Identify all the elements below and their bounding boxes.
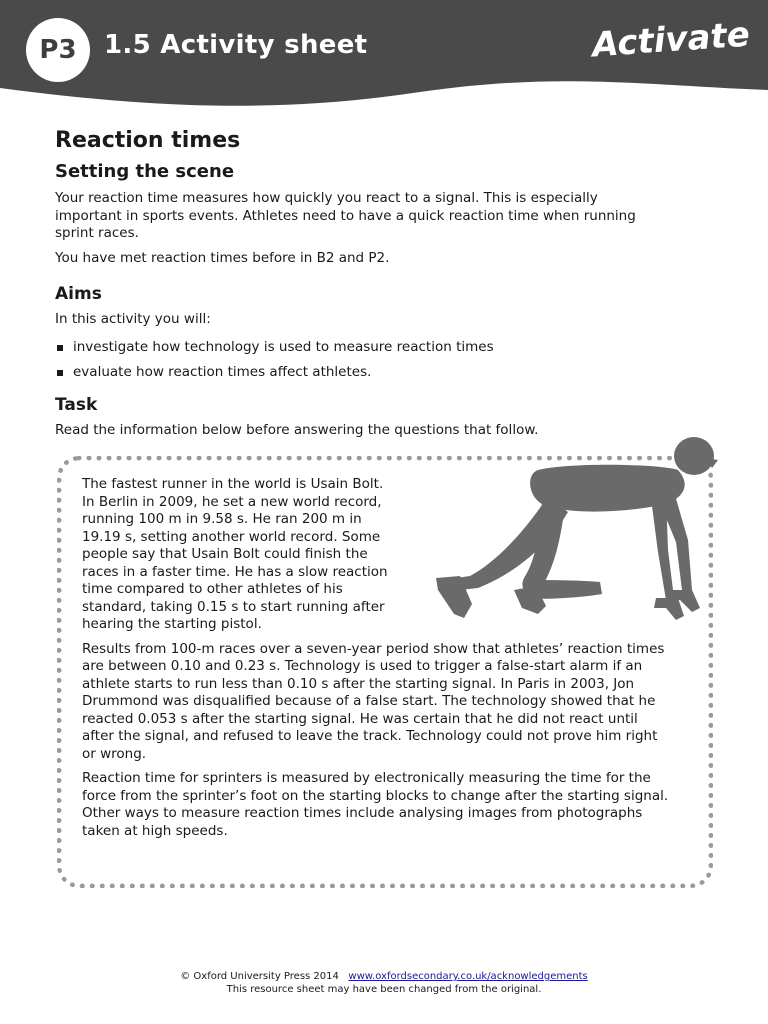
- setting-paragraph: You have met reaction times before in B2 and P2.: [55, 249, 390, 266]
- info-paragraph: Results from 100-m races over a seven-year period show that athletes’ reaction times are between 0.10 and 0.23 s. Technology is used to trigger a false-start alarm if an athlete starts to run less than 0.10 s after the starting signal. In Paris in 2003, Jon Drummond was disqualified because of a false start. The technology showed that he reacted 0.053 s after the starting signal. He was certain that he did not react until after the signal, and refused to leave the track. Technology could not prove him right or wrong.: [82, 640, 665, 762]
- aims-heading: Aims: [55, 284, 102, 304]
- task-intro: Read the information below before answering the questions that follow.: [55, 421, 539, 438]
- bullet-square-icon: [57, 370, 63, 376]
- page-title: Reaction times: [55, 128, 241, 153]
- aims-list: [55, 339, 655, 382]
- brand-logo: Activate: [591, 14, 752, 66]
- page-footer: [0, 970, 768, 996]
- page-header: [0, 0, 768, 120]
- footer-line: [0, 970, 768, 983]
- aim-text: investigate how technology is used to measure reaction times: [73, 338, 494, 355]
- unit-badge: P3: [26, 18, 90, 82]
- aims-intro: In this activity you will:: [55, 311, 211, 327]
- copyright-text: © Oxford University Press 2014: [180, 971, 339, 982]
- info-box-text: [82, 476, 672, 847]
- aim-text: evaluate how reaction times affect athletes.: [73, 364, 372, 380]
- main-content: [55, 126, 655, 446]
- list-item: [55, 339, 655, 357]
- task-heading: Task: [55, 394, 98, 415]
- sheet-title: 1.5 Activity sheet: [104, 30, 368, 60]
- bullet-square-icon: [57, 345, 63, 351]
- setting-paragraph: Your reaction time measures how quickly you react to a signal. This is especially important in sports events. Athletes need to have a quick reaction time when running sprint races.: [55, 190, 636, 241]
- info-paragraph: The fastest runner in the world is Usain Bolt. In Berlin in 2009, he set a new world record, running 100 m in 9.58 s. He ran 200 m in 19.19 s, setting another world record. Some people say that Usain Bolt could finish the races in a faster time. He has a slow reaction time compared to other athletes of his standard, taking 0.15 s to start running after hearing the starting pistol.: [82, 476, 388, 632]
- list-item: [55, 364, 655, 382]
- footer-note: This resource sheet may have been changed from the original.: [226, 984, 542, 995]
- info-paragraph: Reaction time for sprinters is measured by electronically measuring the time for the force from the sprinter’s foot on the starting blocks to change after the starting signal. Other ways to measure reaction times include analysing images from photographs taken at high speeds.: [82, 770, 669, 839]
- setting-heading: Setting the scene: [55, 161, 235, 182]
- acknowledgements-link[interactable]: www.oxfordsecondary.co.uk/acknowledgements: [348, 971, 588, 982]
